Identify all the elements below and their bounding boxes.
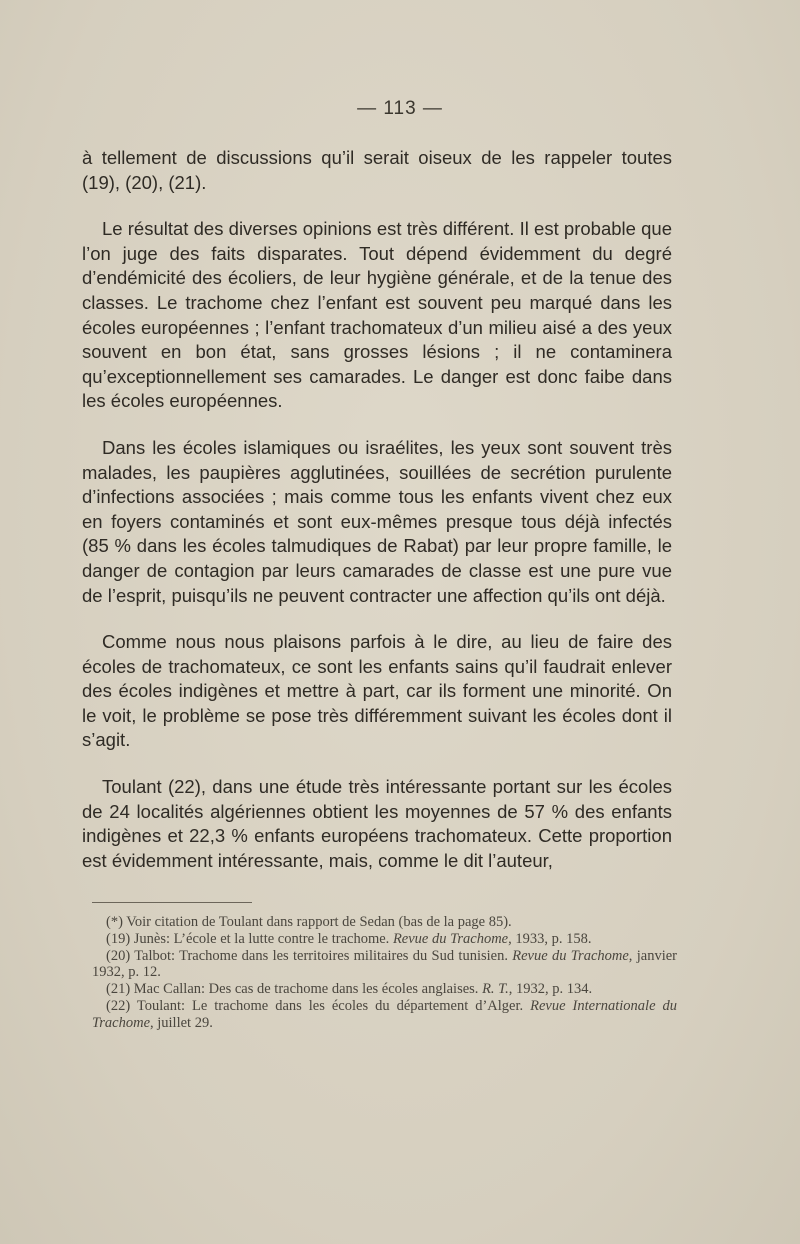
paragraph-1: à tellement de discussions qu’il serait oiseux de les rappeler toutes (19), (20), (21).	[82, 147, 672, 193]
paragraph-3: Dans les écoles islamiques ou israélites, les yeux sont souvent très malades, les paupières agglutinées, souillées de secrétion purulente d’infections associées ; mais comme tous les enfants vivent chez eux en foyers contaminés et sont eux-mêmes presque tous déjà infectés (85 % dans les écoles talmudiques de Rabat) par leur propre famille, le danger de contagion par leurs camarades de classe est une pure vue de l’esprit, puisqu’ils ne peuvent contracter une affection qu’ils ont déjà.	[82, 436, 672, 606]
footnote-text: (22) Toulant: Le trachome dans les écoles du département d’Alger.	[106, 997, 531, 1014]
paragraph-4: Comme nous nous plaisons parfois à le dire, au lieu de faire des écoles de trachomateux, ce sont les enfants sains qu’il faudrait enlever des écoles indigènes et mettre à part, car ils forment une minorité. On le voit, le problème se pose très différemment suivant les écoles dont il s’agit.	[82, 631, 672, 751]
footnote-text: (*) Voir citation de Toulant dans rapport de Sedan (bas de la page 85).	[106, 914, 512, 930]
footnote-22	[92, 998, 677, 1032]
footnote-text: (19) Junès: L’école et la lutte contre le trachome.	[106, 930, 393, 947]
footnote-21	[92, 981, 677, 998]
footnote-text: (21) Mac Callan: Des cas de trachome dans les écoles anglaises.	[106, 981, 483, 998]
footnote-journal-title: Revue du Trachome	[392, 930, 509, 947]
footnote-19	[92, 931, 677, 948]
footnote-tail: , juillet 29.	[150, 1014, 213, 1031]
footnote-tail: , 1932, p. 134.	[508, 981, 593, 998]
footnotes	[92, 914, 677, 1032]
footnote-journal-title: R. T.	[482, 981, 509, 998]
footnote-star	[92, 914, 677, 931]
footnote-tail: , janvier 1932, p. 12.	[92, 947, 677, 981]
footnote-tail: , 1933, p. 158.	[508, 930, 592, 947]
paragraph-2: Le résultat des diverses opinions est très différent. Il est probable que l’on juge des faits disparates. Tout dépend évidemment du degré d’endémicité des écoliers, de leur hygiène générale, et de la tenue des classes. Le trachome chez l’enfant est souvent peu marqué dans les écoles européennes ; l’enfant trachomateux d’un milieu aisé a des yeux souvent en bon état, sans grosses lésions ; il ne contaminera qu’exceptionnellement ses camarades. Le danger est donc faibe dans les écoles européennes.	[82, 218, 672, 412]
body-text	[82, 146, 672, 895]
page-number: — 113 —	[357, 98, 443, 119]
footnote-text: (20) Talbot: Trachome dans les territoires militaires du Sud tunisien.	[106, 947, 513, 964]
footnote-journal-title: Revue Internationale du Trachome	[92, 997, 677, 1031]
paragraph-5: Toulant (22), dans une étude très intéressante portant sur les écoles de 24 localités algériennes obtient les moyennes de 57 % des enfants indigènes et 22,3 % enfants européens trachomateux. Cette proportion est évidemment intéressante, mais, comme le dit l’auteur,	[82, 776, 672, 871]
footnote-divider	[92, 902, 252, 903]
footnote-20	[92, 948, 677, 982]
footnote-journal-title: Revue du Trachome	[512, 947, 629, 964]
